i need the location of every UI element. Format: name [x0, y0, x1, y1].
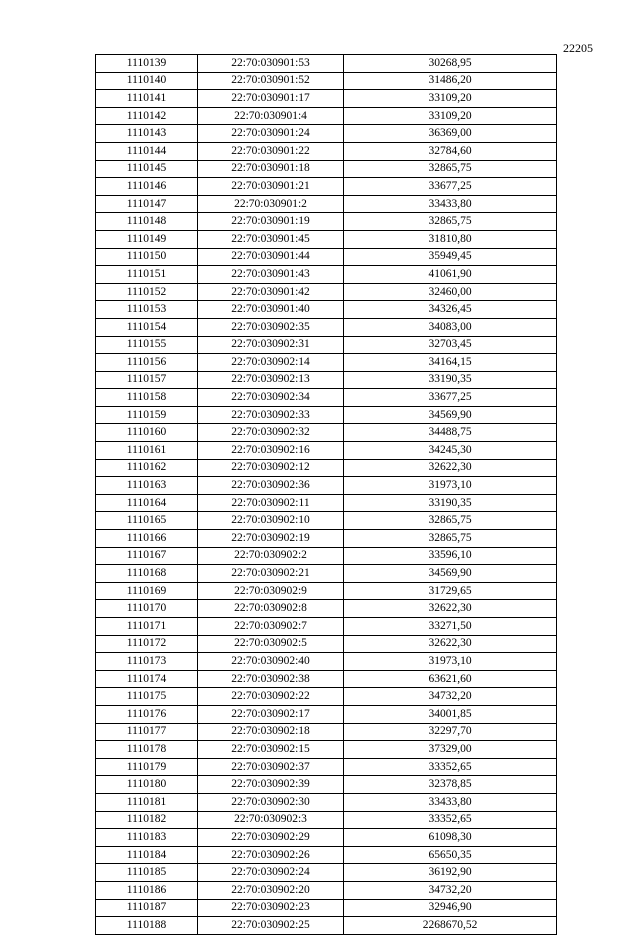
- table-row: [96, 864, 557, 882]
- amount-cell: 32865,75: [344, 530, 557, 548]
- record-number-cell: 1110181: [96, 793, 198, 811]
- record-number-cell: 1110188: [96, 917, 198, 935]
- record-number-cell: 1110184: [96, 846, 198, 864]
- record-number-cell: 1110164: [96, 494, 198, 512]
- record-number-cell: 1110158: [96, 389, 198, 407]
- table-row: [96, 266, 557, 284]
- cadastral-number-cell: 22:70:030901:42: [198, 283, 344, 301]
- table-row: [96, 371, 557, 389]
- amount-cell: 31973,10: [344, 477, 557, 495]
- table-row: [96, 618, 557, 636]
- amount-cell: 30268,95: [344, 55, 557, 73]
- amount-cell: 33109,20: [344, 90, 557, 108]
- table-row: [96, 354, 557, 372]
- amount-cell: 65650,35: [344, 846, 557, 864]
- record-number-cell: 1110161: [96, 442, 198, 460]
- record-number-cell: 1110182: [96, 811, 198, 829]
- table-row: [96, 160, 557, 178]
- cadastral-number-cell: 22:70:030902:23: [198, 899, 344, 917]
- record-number-cell: 1110145: [96, 160, 198, 178]
- amount-cell: 2268670,52: [344, 917, 557, 935]
- table-row: [96, 512, 557, 530]
- record-number-cell: 1110150: [96, 248, 198, 266]
- record-number-cell: 1110170: [96, 600, 198, 618]
- table-row: [96, 899, 557, 917]
- register-table: [95, 54, 557, 935]
- cadastral-number-cell: 22:70:030902:39: [198, 776, 344, 794]
- record-number-cell: 1110173: [96, 653, 198, 671]
- amount-cell: 33190,35: [344, 494, 557, 512]
- amount-cell: 34569,90: [344, 406, 557, 424]
- table-row: [96, 178, 557, 196]
- table-row: [96, 90, 557, 108]
- cadastral-number-cell: 22:70:030902:5: [198, 635, 344, 653]
- table-row: [96, 142, 557, 160]
- amount-cell: 34083,00: [344, 318, 557, 336]
- table-row: [96, 389, 557, 407]
- cadastral-number-cell: 22:70:030902:13: [198, 371, 344, 389]
- page-number: 22205: [563, 41, 593, 55]
- record-number-cell: 1110139: [96, 55, 198, 73]
- record-number-cell: 1110151: [96, 266, 198, 284]
- amount-cell: 32622,30: [344, 635, 557, 653]
- table-row: [96, 336, 557, 354]
- cadastral-number-cell: 22:70:030902:32: [198, 424, 344, 442]
- cadastral-number-cell: 22:70:030901:2: [198, 195, 344, 213]
- cadastral-number-cell: 22:70:030902:18: [198, 723, 344, 741]
- record-number-cell: 1110175: [96, 688, 198, 706]
- table-row: [96, 248, 557, 266]
- table-row: [96, 72, 557, 90]
- table-row: [96, 406, 557, 424]
- record-number-cell: 1110154: [96, 318, 198, 336]
- table-row: [96, 318, 557, 336]
- amount-cell: 32622,30: [344, 600, 557, 618]
- table-row: [96, 670, 557, 688]
- cadastral-number-cell: 22:70:030902:35: [198, 318, 344, 336]
- amount-cell: 33352,65: [344, 811, 557, 829]
- amount-cell: 32865,75: [344, 160, 557, 178]
- table-row: [96, 705, 557, 723]
- record-number-cell: 1110152: [96, 283, 198, 301]
- amount-cell: 34488,75: [344, 424, 557, 442]
- cadastral-number-cell: 22:70:030901:52: [198, 72, 344, 90]
- amount-cell: 31810,80: [344, 230, 557, 248]
- amount-cell: 31729,65: [344, 582, 557, 600]
- table-row: [96, 301, 557, 319]
- record-number-cell: 1110153: [96, 301, 198, 319]
- amount-cell: 32297,70: [344, 723, 557, 741]
- cadastral-number-cell: 22:70:030901:18: [198, 160, 344, 178]
- table-row: [96, 424, 557, 442]
- table-row: [96, 741, 557, 759]
- amount-cell: 61098,30: [344, 829, 557, 847]
- cadastral-number-cell: 22:70:030902:31: [198, 336, 344, 354]
- table-row: [96, 635, 557, 653]
- amount-cell: 32378,85: [344, 776, 557, 794]
- table-row: [96, 125, 557, 143]
- cadastral-number-cell: 22:70:030902:29: [198, 829, 344, 847]
- cadastral-number-cell: 22:70:030901:21: [198, 178, 344, 196]
- table-row: [96, 846, 557, 864]
- amount-cell: 32946,90: [344, 899, 557, 917]
- record-number-cell: 1110162: [96, 459, 198, 477]
- amount-cell: 33433,80: [344, 793, 557, 811]
- record-number-cell: 1110172: [96, 635, 198, 653]
- record-number-cell: 1110171: [96, 618, 198, 636]
- table-row: [96, 530, 557, 548]
- table-row: [96, 723, 557, 741]
- amount-cell: 34326,45: [344, 301, 557, 319]
- table-row: [96, 283, 557, 301]
- record-number-cell: 1110155: [96, 336, 198, 354]
- amount-cell: 32703,45: [344, 336, 557, 354]
- cadastral-number-cell: 22:70:030902:3: [198, 811, 344, 829]
- amount-cell: 33190,35: [344, 371, 557, 389]
- table-row: [96, 917, 557, 935]
- record-number-cell: 1110147: [96, 195, 198, 213]
- cadastral-number-cell: 22:70:030902:36: [198, 477, 344, 495]
- amount-cell: 32865,75: [344, 213, 557, 231]
- record-number-cell: 1110142: [96, 107, 198, 125]
- cadastral-number-cell: 22:70:030902:22: [198, 688, 344, 706]
- amount-cell: 34569,90: [344, 565, 557, 583]
- table-row: [96, 55, 557, 73]
- cadastral-number-cell: 22:70:030902:26: [198, 846, 344, 864]
- table-row: [96, 793, 557, 811]
- cadastral-number-cell: 22:70:030902:15: [198, 741, 344, 759]
- record-number-cell: 1110160: [96, 424, 198, 442]
- record-number-cell: 1110168: [96, 565, 198, 583]
- cadastral-number-cell: 22:70:030901:53: [198, 55, 344, 73]
- table-row: [96, 477, 557, 495]
- table-row: [96, 442, 557, 460]
- cadastral-number-cell: 22:70:030902:7: [198, 618, 344, 636]
- cadastral-number-cell: 22:70:030902:16: [198, 442, 344, 460]
- record-number-cell: 1110146: [96, 178, 198, 196]
- record-number-cell: 1110166: [96, 530, 198, 548]
- amount-cell: 31486,20: [344, 72, 557, 90]
- record-number-cell: 1110156: [96, 354, 198, 372]
- cadastral-number-cell: 22:70:030902:12: [198, 459, 344, 477]
- cadastral-number-cell: 22:70:030902:10: [198, 512, 344, 530]
- table-row: [96, 547, 557, 565]
- cadastral-number-cell: 22:70:030902:25: [198, 917, 344, 935]
- amount-cell: 41061,90: [344, 266, 557, 284]
- table-row: [96, 829, 557, 847]
- cadastral-number-cell: 22:70:030901:19: [198, 213, 344, 231]
- record-number-cell: 1110148: [96, 213, 198, 231]
- record-number-cell: 1110185: [96, 864, 198, 882]
- record-number-cell: 1110159: [96, 406, 198, 424]
- cadastral-number-cell: 22:70:030902:34: [198, 389, 344, 407]
- cadastral-number-cell: 22:70:030902:33: [198, 406, 344, 424]
- record-number-cell: 1110165: [96, 512, 198, 530]
- register-table-body: [96, 55, 557, 935]
- record-number-cell: 1110169: [96, 582, 198, 600]
- cadastral-number-cell: 22:70:030902:38: [198, 670, 344, 688]
- record-number-cell: 1110144: [96, 142, 198, 160]
- table-row: [96, 213, 557, 231]
- record-number-cell: 1110163: [96, 477, 198, 495]
- amount-cell: 36192,90: [344, 864, 557, 882]
- record-number-cell: 1110177: [96, 723, 198, 741]
- cadastral-number-cell: 22:70:030902:30: [198, 793, 344, 811]
- amount-cell: 33109,20: [344, 107, 557, 125]
- amount-cell: 33677,25: [344, 389, 557, 407]
- cadastral-number-cell: 22:70:030901:4: [198, 107, 344, 125]
- cadastral-number-cell: 22:70:030901:22: [198, 142, 344, 160]
- record-number-cell: 1110186: [96, 881, 198, 899]
- record-number-cell: 1110141: [96, 90, 198, 108]
- table-row: [96, 653, 557, 671]
- amount-cell: 63621,60: [344, 670, 557, 688]
- table-row: [96, 582, 557, 600]
- record-number-cell: 1110180: [96, 776, 198, 794]
- table-row: [96, 776, 557, 794]
- amount-cell: 34732,20: [344, 688, 557, 706]
- cadastral-number-cell: 22:70:030902:21: [198, 565, 344, 583]
- table-row: [96, 688, 557, 706]
- record-number-cell: 1110178: [96, 741, 198, 759]
- record-number-cell: 1110149: [96, 230, 198, 248]
- table-row: [96, 881, 557, 899]
- cadastral-number-cell: 22:70:030902:8: [198, 600, 344, 618]
- amount-cell: 36369,00: [344, 125, 557, 143]
- cadastral-number-cell: 22:70:030902:19: [198, 530, 344, 548]
- table-row: [96, 195, 557, 213]
- table-row: [96, 494, 557, 512]
- amount-cell: 33677,25: [344, 178, 557, 196]
- cadastral-number-cell: 22:70:030901:40: [198, 301, 344, 319]
- amount-cell: 33352,65: [344, 758, 557, 776]
- record-number-cell: 1110140: [96, 72, 198, 90]
- record-number-cell: 1110167: [96, 547, 198, 565]
- record-number-cell: 1110179: [96, 758, 198, 776]
- table-row: [96, 107, 557, 125]
- amount-cell: 37329,00: [344, 741, 557, 759]
- amount-cell: 32622,30: [344, 459, 557, 477]
- cadastral-number-cell: 22:70:030902:9: [198, 582, 344, 600]
- cadastral-number-cell: 22:70:030902:14: [198, 354, 344, 372]
- amount-cell: 33433,80: [344, 195, 557, 213]
- record-number-cell: 1110187: [96, 899, 198, 917]
- cadastral-number-cell: 22:70:030902:20: [198, 881, 344, 899]
- amount-cell: 33271,50: [344, 618, 557, 636]
- cadastral-number-cell: 22:70:030901:44: [198, 248, 344, 266]
- cadastral-number-cell: 22:70:030901:45: [198, 230, 344, 248]
- amount-cell: 34001,85: [344, 705, 557, 723]
- amount-cell: 33596,10: [344, 547, 557, 565]
- record-number-cell: 1110183: [96, 829, 198, 847]
- record-number-cell: 1110174: [96, 670, 198, 688]
- record-number-cell: 1110143: [96, 125, 198, 143]
- table-row: [96, 230, 557, 248]
- cadastral-number-cell: 22:70:030902:37: [198, 758, 344, 776]
- record-number-cell: 1110157: [96, 371, 198, 389]
- table-row: [96, 758, 557, 776]
- amount-cell: 35949,45: [344, 248, 557, 266]
- table-row: [96, 459, 557, 477]
- cadastral-number-cell: 22:70:030902:11: [198, 494, 344, 512]
- record-number-cell: 1110176: [96, 705, 198, 723]
- amount-cell: 34732,20: [344, 881, 557, 899]
- cadastral-number-cell: 22:70:030901:24: [198, 125, 344, 143]
- cadastral-number-cell: 22:70:030902:2: [198, 547, 344, 565]
- table-row: [96, 600, 557, 618]
- table-row: [96, 811, 557, 829]
- cadastral-number-cell: 22:70:030902:40: [198, 653, 344, 671]
- amount-cell: 31973,10: [344, 653, 557, 671]
- cadastral-number-cell: 22:70:030902:24: [198, 864, 344, 882]
- cadastral-number-cell: 22:70:030901:17: [198, 90, 344, 108]
- table-row: [96, 565, 557, 583]
- amount-cell: 32460,00: [344, 283, 557, 301]
- amount-cell: 34164,15: [344, 354, 557, 372]
- cadastral-number-cell: 22:70:030901:43: [198, 266, 344, 284]
- amount-cell: 32865,75: [344, 512, 557, 530]
- cadastral-number-cell: 22:70:030902:17: [198, 705, 344, 723]
- amount-cell: 34245,30: [344, 442, 557, 460]
- amount-cell: 32784,60: [344, 142, 557, 160]
